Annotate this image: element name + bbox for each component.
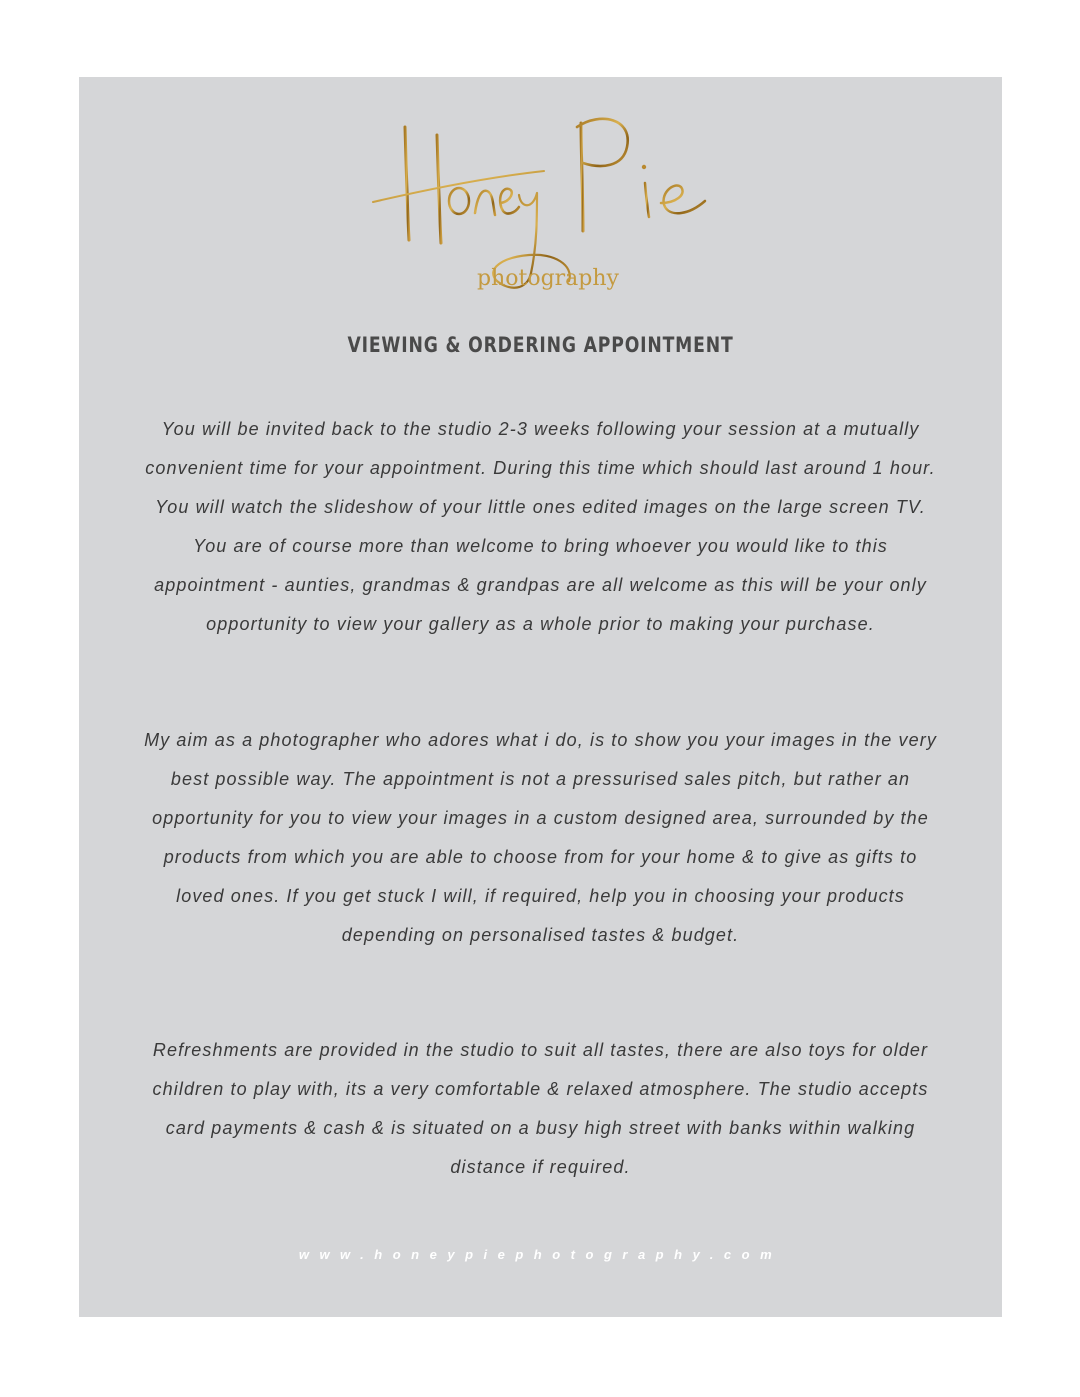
paragraph-appointment: You will be invited back to the studio 2-3 weeks following your session at a mutually convenient time for your appointment. During this time which should last around 1 hour. You will watch the slideshow of your little ones edited images on the large screen TV. You are of course more than welcome to bring whoever you would like to this appointment - aunties, grandmas & grandpas are all welcome as this will be your only opportunity to view your gallery as a whole prior to making your purchase.: [145, 419, 936, 634]
page-title: VIEWING & ORDERING APPOINTMENT: [347, 333, 734, 357]
honey-pie-logo: [369, 105, 719, 305]
document-panel: [79, 77, 1002, 1317]
paragraph-refreshments: Refreshments are provided in the studio to suit all tastes, there are also toys for older children to play with, its a very comfortable & relaxed atmosphere. The studio accepts card payments & cash & is situated on a busy high street with banks within walking distance if required.: [152, 1040, 929, 1177]
paragraph-aim: My aim as a photographer who adores what i do, is to show you your images in the very best possible way. The appointment is not a pressurised sales pitch, but rather an opportunity for you to view your images in a custom designed area, surrounded by the products from which you are able to choose from for your home & to give as gifts to loved ones. If you get stuck I will, if required, help you in choosing your products depending on personalised tastes & budget.: [144, 730, 937, 945]
website-url: www.honeypiephotography.com: [298, 1247, 783, 1262]
logo-tagline: photography: [477, 266, 619, 291]
